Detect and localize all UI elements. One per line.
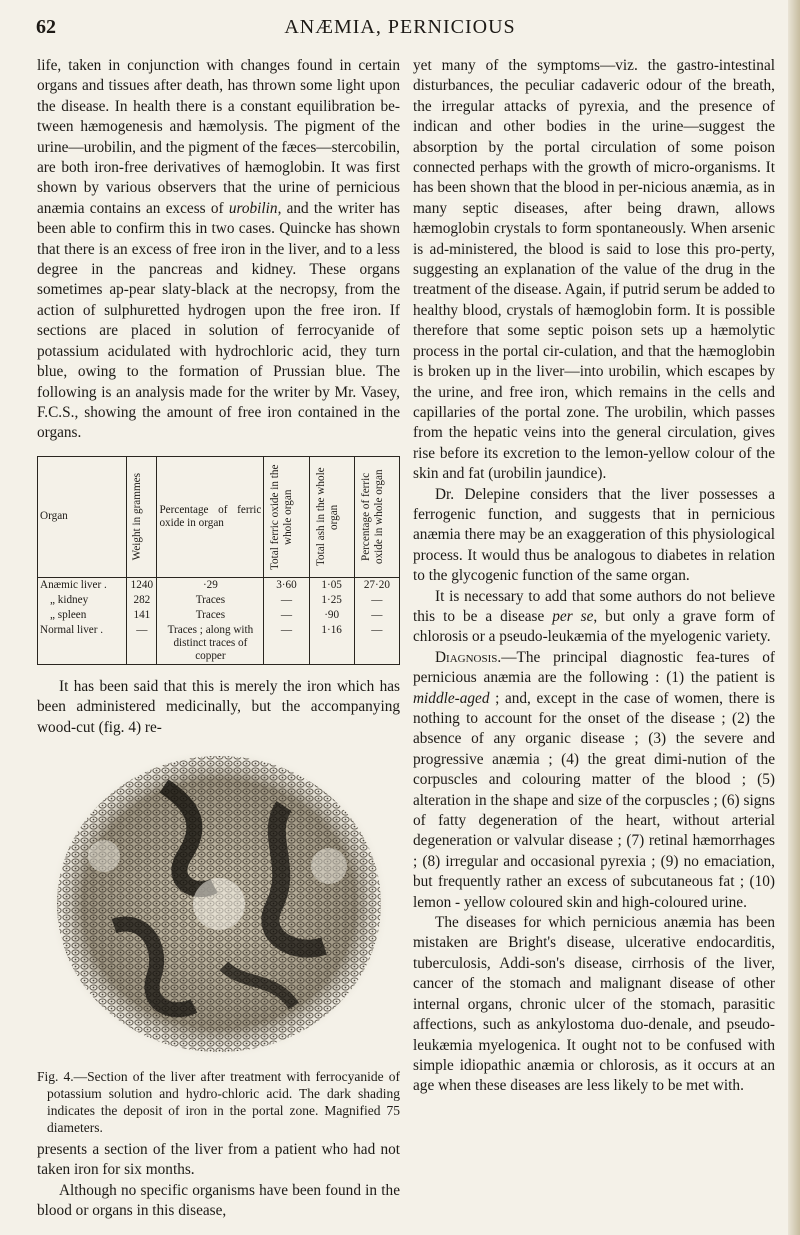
table-row: „ spleen 141 Traces — ·90 — — [38, 608, 400, 623]
table-row: Anæmic liver . 1240 ·29 3·60 1·05 27·20 — [38, 577, 400, 593]
liver-section-figure — [44, 746, 394, 1062]
header-weight: Weight in grammes — [127, 456, 157, 577]
paragraph-4: Although no specific organisms have been found in the blood or organs in this disease, — [37, 1181, 400, 1220]
header-total-ash: Total ash in the whole organ — [309, 456, 354, 577]
header-total-ferric: Total ferric oxide in the whole organ — [264, 456, 309, 577]
right-column — [413, 56, 775, 1097]
paragraph-7: It is necessary to add that some authors do not believe this to be a disease per se, but only a grave form of chlorosis or a pseudo-leukæmia of the myelogenic variety. — [413, 587, 775, 646]
paragraph-1: life, taken in conjunction with changes found in certain organs and tissues after death, has thrown some light upon the disease. In health there is a constant equilibration be-tween hæmogenesis and hæmolysis. The pigment of the urine—urobilin, and the pigment of the fæces—stercobilin, are both iron-free derivatives of hæmoglobin. It was first shown by various observers that the urine of pernicious anæmia contains an excess of urobilin, and the writer has been able to confirm this in two cases. Quincke has shown that there is an excess of free iron in the liver, and to a less degree in the pancreas and kidney. These organs sometimes ap-pear slaty-black at the necropsy, from the action of sulphuretted hydrogen upon the free iron. If sections are placed in solution of ferrocyanide of potassium acidulated with hydrochloric acid, they turn blue, owing to the formation of Prussian blue. The following is an analysis made for the writer by Mr. Vasey, F.C.S., showing the amount of free iron contained in the organs. — [37, 57, 401, 442]
paragraph-9: The diseases for which pernicious anæmia has been mistaken are Bright's disease, ulcerative endocarditis, tuberculosis, Addi-son's disease, cirrhosis of the liver, cancer of the stomach and malignant disease of other internal organs, chronic ulcer of the stomach, parasitic affections, such as ankylostoma duo-denale, and pseudo-leukæmia myelogenica. It ought not to be confused with simple idiopathic anæmia or chlorosis, as it occurs at an age when these diseases are less likely to be met with. — [413, 914, 775, 1095]
running-title: ANÆMIA, PERNICIOUS — [284, 16, 516, 38]
page-edge — [788, 0, 800, 1235]
diagnosis-heading: Diagnosis. — [435, 648, 502, 666]
header-pct-whole: Percentage of ferric oxide in whole organ — [354, 456, 399, 577]
page-number: 62 — [36, 16, 56, 38]
paragraph-2: It has been said that this is merely the iron which has been administered medicinally, but the accompanying wood-cut (fig. 4) re- — [37, 677, 400, 736]
paragraph-6: Dr. Delepine considers that the liver possesses a ferrogenic function, and suggests that in pernicious anæmia there may be an exaggeration of this physiological process. It would thus be analogous to diabetes in relation to the glycogenic function of the same organ. — [413, 485, 775, 585]
page-header — [36, 10, 764, 44]
figure-caption: Fig. 4.—Section of the liver after treatment with ferrocyanide of potassium solution and hydro-chloric acid. The dark shading indicates the deposit of iron in the portal zone. Magnified 75 diameters. — [37, 1068, 400, 1135]
table-row: Normal liver . — Traces ; along with distinct traces of copper — 1·16 — — [38, 623, 400, 665]
header-percentage: Percentage of ferric oxide in organ — [157, 456, 264, 577]
paragraph-5: yet many of the symptoms—viz. the gastro-intestinal disturbances, the peculiar cadaveric odour of the breath, the irregular attacks of pyrexia, and the presence of indican and other bodies in the urine—suggest the absorption by the portal circulation of some poison connected perhaps with the growth of micro-organisms. It has been shown that the blood in per-nicious anæmia, as in many septic diseases, after being drawn, allows hæmoglobin crystals to form spontaneously. When arsenic is ad-ministered, the blood is said to lose this pro-perty, suggesting an explanation of the value of the drug in the treatment of the disease. Again, if putrid serum be added to healthy blood, crystals of hæmoglobin form. It is possible therefore that some septic poison sets up a hæmolytic process in the portal cir-culation, and that the hæmoglobin is broken up in the liver—into urobilin, which escapes by the urine, and free iron, which remains in the cells and capillaries of the portal zone. The urobilin, which passes from the hepatic veins into the general circulation, gives rise before its excretion to the lemon-yellow colour of the skin and fat (urobilin jaundice). — [413, 57, 775, 483]
table-row: „ kidney 282 Traces — 1·25 — — [38, 593, 400, 608]
left-column — [37, 56, 400, 1222]
iron-analysis-table — [37, 456, 400, 665]
paragraph-diagnosis: Diagnosis.—The principal diagnostic fea-tures of pernicious anæmia are the following : (1) the patient is middle-aged ; and, except in the case of women, there is nothing to account for the onset of the disease ; (2) the absence of any organic disease ; (3) the severe and progressive anæmia ; (4) the great dimi-nution of the corpuscles and colouring matter of the blood ; (5) alteration in the shape and size of the corpuscles ; (6) signs of fatty degeneration of the heart, without arterial degeneration or valvular disease ; (7) retinal hæmorrhages ; (8) irregular and occasional pyrexia ; (9) no emaciation, but frequently rather an excess of subcutaneous fat ; (10) lemon - yellow coloured skin and high-coloured urine. — [413, 648, 775, 911]
header-organ: Organ — [38, 456, 127, 577]
paragraph-3: presents a section of the liver from a patient who had not taken iron for six months. — [37, 1140, 400, 1179]
